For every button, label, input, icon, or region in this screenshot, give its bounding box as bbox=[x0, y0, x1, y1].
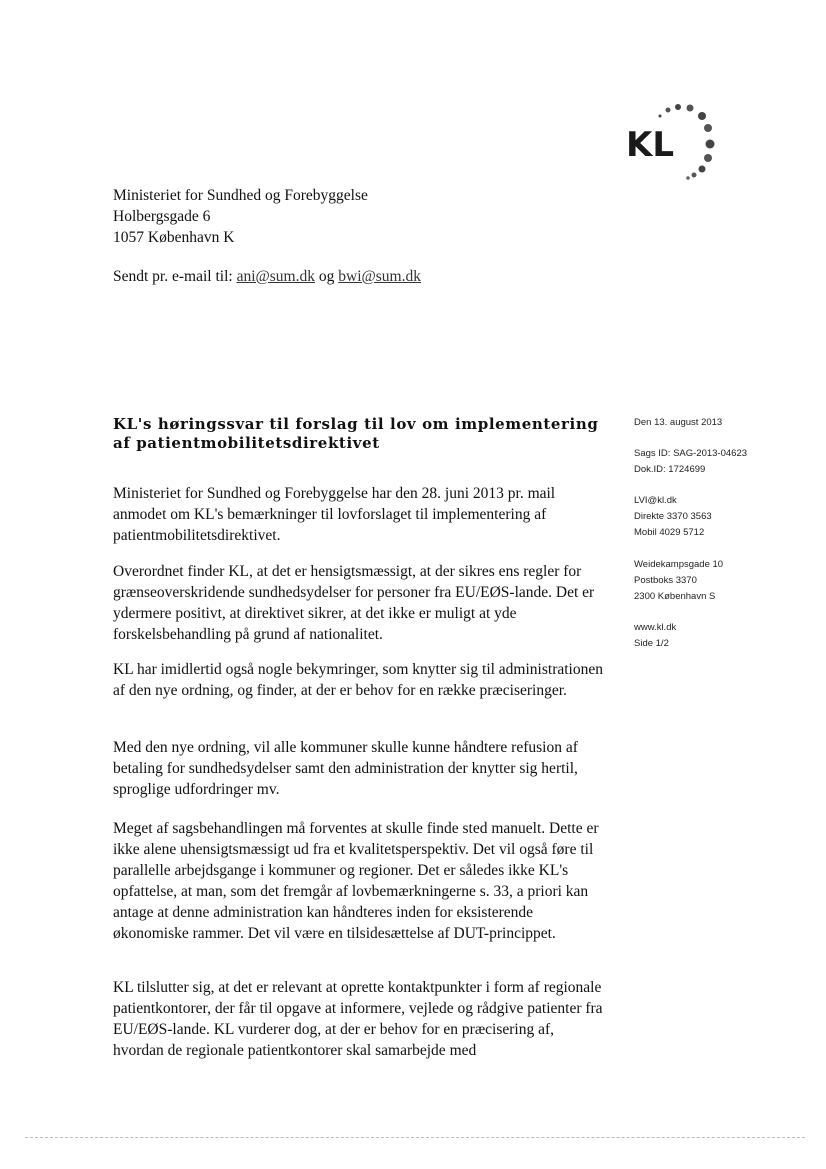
body-paragraph: Meget af sagsbehandlingen må forventes at skulle finde sted manuelt. Dette er ikke alene uhensigtsmæssigt ud fra et kvalitetsperspektiv. Det vil også føre til parallelle arbejdsgange i kommuner og regioner. Det er således ikke KL's opfattelse, at man, som det fremgår af lovbemærkningerne s. 33, a priori kan antage at denne administration kan håndteres inden for eksisterende økonomiske rammer. Det vil være en tilsidesættelse af DUT-princippet. bbox=[113, 820, 599, 942]
contact-direct-phone: Direkte 3370 3563 bbox=[634, 511, 712, 522]
sags-id: Sags ID: SAG-2013-04623 bbox=[634, 448, 748, 459]
body-paragraph: Overordnet finder KL, at det er hensigtsmæssigt, at der sikres ens regler for grænseoverskridende sundhedsydelser for personer fra EU/EØS-lande. Det er ydermere positivt, at direktivet sikrer, at det ikke er muligt at yde forskelsbehandling på grund af nationalitet. bbox=[113, 563, 595, 643]
body-paragraph: KL har imidlertid også nogle bekymringer, som knytter sig til administrationen af den nye ordning, og finder, at der er behov for en række præciseringer. bbox=[113, 661, 603, 699]
document-title: KL's høringssvar til forslag til lov om implementering af patientmobilitetsdirektivet bbox=[113, 415, 599, 452]
website-link[interactable]: www.kl.dk bbox=[634, 622, 677, 633]
sidebar-contact bbox=[634, 493, 712, 541]
address-postbox: Postboks 3370 bbox=[634, 575, 697, 586]
email-link-2[interactable]: bwi@sum.dk bbox=[338, 268, 421, 285]
recipient-line: 1057 København K bbox=[113, 229, 235, 246]
body-paragraph: KL tilslutter sig, at det er relevant at oprette kontaktpunkter i form af regionale patientkontorer, der får til opgave at informere, vejlede og rådgive patienter fra EU/EØS-lande. KL vurderer dog, at der er behov for en præcisering af, hvordan de regionale patientkontorer skal samarbejde med bbox=[113, 979, 603, 1059]
contact-mobile: Mobil 4029 5712 bbox=[634, 527, 705, 538]
sidebar-web-page bbox=[634, 620, 676, 652]
kl-logo bbox=[618, 102, 723, 182]
footer-divider bbox=[25, 1137, 805, 1138]
address-city: 2300 København S bbox=[634, 591, 716, 602]
recipient-address bbox=[113, 185, 368, 248]
sidebar-date-block bbox=[634, 415, 722, 431]
body-paragraph: Med den nye ordning, vil alle kommuner skulle kunne håndtere refusion af betaling for sundhedsydelser samt den administration der knytter sig hertil, sproglige udfordringer mv. bbox=[113, 739, 578, 798]
page-number: Side 1/2 bbox=[634, 638, 669, 649]
sent-connector: og bbox=[318, 268, 335, 285]
letter-date: Den 13. august 2013 bbox=[634, 417, 723, 428]
email-link-1[interactable]: ani@sum.dk bbox=[236, 268, 315, 285]
logo-text: KL bbox=[626, 125, 675, 165]
dok-id: Dok.ID: 1724699 bbox=[634, 464, 706, 475]
address-street: Weidekampsgade 10 bbox=[634, 559, 724, 570]
sidebar-ids bbox=[634, 446, 747, 478]
contact-email[interactable]: LVI@kl.dk bbox=[634, 495, 677, 506]
recipient-line: Holbergsgade 6 bbox=[113, 208, 211, 225]
recipient-line: Ministeriet for Sundhed og Forebyggelse bbox=[113, 187, 368, 204]
sent-prefix: Sendt pr. e-mail til: bbox=[113, 268, 233, 285]
body-paragraph: Ministeriet for Sundhed og Forebyggelse har den 28. juni 2013 pr. mail anmodet om KL's bemærkninger til lovforslaget til implementering af patientmobilitetsdirektivet. bbox=[113, 485, 556, 544]
sidebar-address bbox=[634, 557, 723, 605]
sent-line bbox=[113, 266, 421, 287]
